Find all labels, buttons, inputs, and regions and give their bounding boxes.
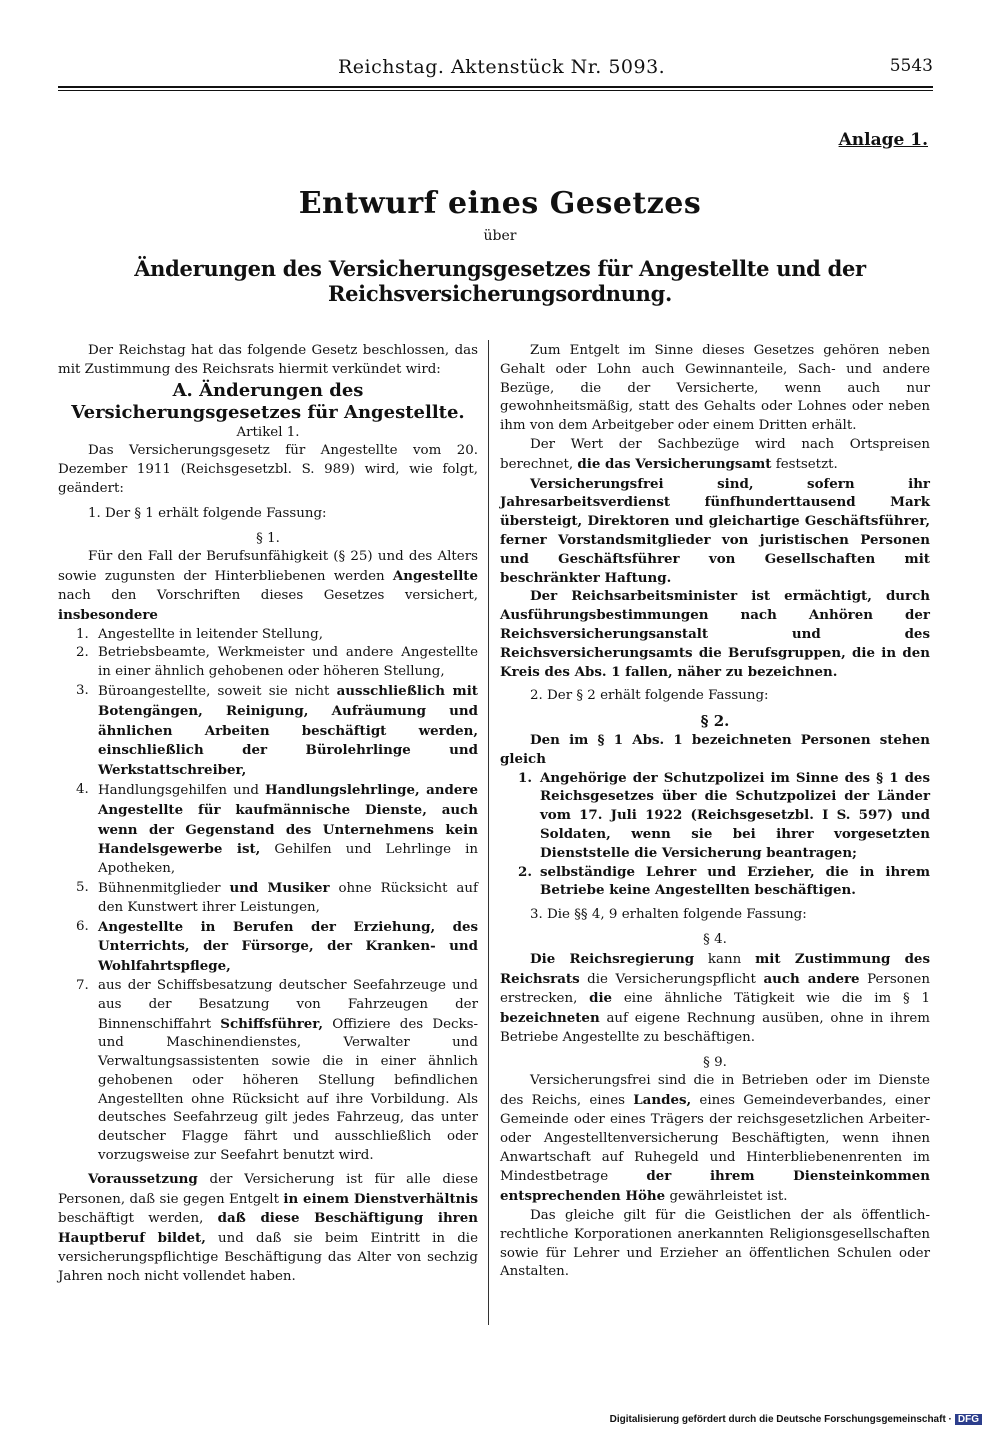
list-item: 2. Betriebsbeamte, Werkmeister und andere Angestellte in einer ähnlich gehobenen oder höheren Stellung, [76,645,478,680]
intro-paragraph: Der Reichstag hat das folgende Gesetz beschlossen, das mit Zustimmung des Reichsrats hiermit verkündet wird: [58,343,478,377]
wert-paragraph: Der Wert der Sachbezüge wird nach Ortspreisen berechnet, die das Versicherungsamt festsetzt. [500,436,930,472]
paragraph-9-heading: § 9. [703,1054,727,1070]
item-3: 3. Die §§ 4, 9 erhalten folgende Fassung: [530,907,807,923]
annex-label: Anlage 1. [838,130,928,150]
paragraph-1-heading: § 1. [256,530,280,546]
page-number: 5543 [889,56,933,76]
footer-text: Digitalisierung gefördert durch die Deutsche Forschungsgemeinschaft · [609,1414,952,1425]
digitization-footer [610,1414,982,1425]
document-ueber: über [483,228,517,244]
voraussetzung-paragraph: Voraussetzung der Versicherung ist für alle diese Personen, daß sie gegen Entgelt in einem Dienstverhältnis beschäftigt werden, daß diese Beschäftigung ihren Hauptberuf bildet, und daß sie beim Eintritt in die versicherungspflichtige Beschäftigung das Alter von sechzig Jahren noch nicht vollendet haben. [58,1170,478,1284]
column-divider [488,340,489,1325]
paragraph-4-heading: § 4. [703,931,727,947]
left-column [58,342,478,1287]
list-item: 5. Bühnenmitglieder und Musiker ohne Rücksicht auf den Kunstwert ihrer Leistungen, [76,879,478,915]
list-item: 2. selbständige Lehrer und Erzieher, die in ihrem Betriebe keine Angestellten beschäftigen. [518,863,930,899]
section-a-heading: A. Änderungen des Versicherungsgesetzes für Angestellte. [71,379,465,423]
item-2: 2. Der § 2 erhält folgende Fassung: [530,688,769,704]
right-column [500,342,930,1282]
list-item: 1. Angehörige der Schutzpolizei im Sinne des § 1 des Reichsgesetzes über die Schutzpolizei der Länder vom 17. Juli 1922 (Reichsgesetzbl. I S. 597) und Soldaten, wenn sie bei ihrer vorgesetzten Dienststelle die Versicherung beantragen; [518,769,930,861]
artikel-heading: Artikel 1. [236,424,300,440]
item-1: 1. Der § 1 erhält folgende Fassung: [88,505,327,521]
list-item: 3. Büroangestellte, soweit sie nicht ausschließlich mit Botengängen, Reinigung, Aufräumung und ähnlichen Arbeiten beschäftigt werden, einschließlich der Bürolehrlinge und Werkstattschreiber, [76,682,478,779]
paragraph-2-intro: Den im § 1 Abs. 1 bezeichneten Personen stehen gleich [500,731,930,767]
paragraph-9-text: Versicherungsfrei sind die in Betrieben oder im Dienste des Reichs, eines Landes, eines Gemeindeverbandes, einer Gemeinde oder eines Trägers der reichsgesetzlichen Arbeiter- oder Angestelltenversicherung Beschäftigten, wenn ihnen Anwartschaft auf Ruhegeld und Hinterbliebenenrenten im Mindestbetrage der ihrem Diensteinkommen entsprechenden Höhe gewährleistet ist. [500,1073,930,1205]
paragraph-1-text: Für den Fall der Berufsunfähigkeit (§ 25) und des Alters sowie zugunsten der Hinterbliebenen werden Angestellte nach den Vorschriften dieses Gesetzes versichert, insbesondere [58,549,478,623]
list-item: 1. Angestellte in leitender Stellung, [76,626,323,642]
geistliche-paragraph: Das gleiche gilt für die Geistlichen der als öffentlich-rechtliche Korporationen anerkannten Religionsgesellschaften sowie für Lehrer und Erzieher an öffentlichen Schulen oder Anstalten. [500,1208,930,1280]
document-title: Entwurf eines Gesetzes [298,186,702,221]
page-header [58,56,933,86]
running-title: Reichstag. Aktenstück Nr. 5093. [338,56,666,78]
list-item: 6. Angestellte in Berufen der Erziehung, des Unterrichts, der Fürsorge, der Kranken- und Wohlfahrtspflege, [76,918,478,975]
document-subtitle: Änderungen des Versicherungsgesetzes für Angestellte und der Reichsversicherungsordnung. [134,256,866,306]
artikel-text: Das Versicherungsgesetz für Angestellte vom 20. Dezember 1911 (Reichsgesetzbl. S. 989) wird, wie folgt, geändert: [58,443,478,496]
dfg-logo: DFG [955,1414,982,1425]
paragraph-2-heading: § 2. [700,712,730,731]
list-item: 7. aus der Schiffsbesatzung deutscher Seefahrzeuge und aus der Besatzung von Fahrzeugen der Binnenschiffahrt Schiffsführer, Offiziere des Decks- und Maschinendienstes, Verwalter und Verwaltungsassistenten sowie die in einer ähnlich gehobenen oder höheren Stellung befindlichen Angestellten ohne Rücksicht auf ihre Vorbildung. Als deutsches Seefahrzeug gilt jedes Fahrzeug, das unter deutscher Flagge fährt und ausschließlich oder vorzugsweise zur Seefahrt benutzt wird. [76,977,479,1164]
minister-paragraph: Der Reichsarbeitsminister ist ermächtigt, durch Ausführungsbestimmungen nach Anhören der Reichsversicherungsanstalt und des Reichsversicherungsamts die Berufsgruppen, die in den Kreis des Abs. 1 fallen, näher zu bezeichnen. [500,588,930,680]
versicherungsfrei-paragraph: Versicherungsfrei sind, sofern ihr Jahresarbeitsverdienst fünfhunderttausend Mark übersteigt, Direktoren und gleichartige Geschäftsführer, ferner Vorstandsmitglieder von juristischen Personen und Geschäftsführer von Gesellschaften mit beschränkter Haftung. [500,475,930,586]
paragraph-4-text: Die Reichsregierung kann mit Zustimmung des Reichsrats die Versicherungspflicht auch andere Personen erstrecken, die eine ähnliche Tätigkeit wie die im § 1 bezeichneten auf eigene Rechnung ausüben, ohne in ihrem Betriebe Angestellte zu beschäftigen. [500,950,930,1045]
entgelt-paragraph: Zum Entgelt im Sinne dieses Gesetzes gehören neben Gehalt oder Lohn auch Gewinnanteile, Sach- und andere Bezüge, die der Versicherte, wenn auch nur gewohnheitsmäßig, statt des Gehalts oder Lohnes oder neben ihm von dem Arbeitgeber oder einem Dritten erhält. [500,343,930,434]
list-item: 4. Handlungsgehilfen und Handlungslehrlinge, andere Angestellte für kaufmännische Dienste, auch wenn der Gegenstand des Unternehmens kein Handelsgewerbe ist, Gehilfen und Lehrlinge in Apotheken, [76,781,478,877]
header-rule [58,86,933,91]
